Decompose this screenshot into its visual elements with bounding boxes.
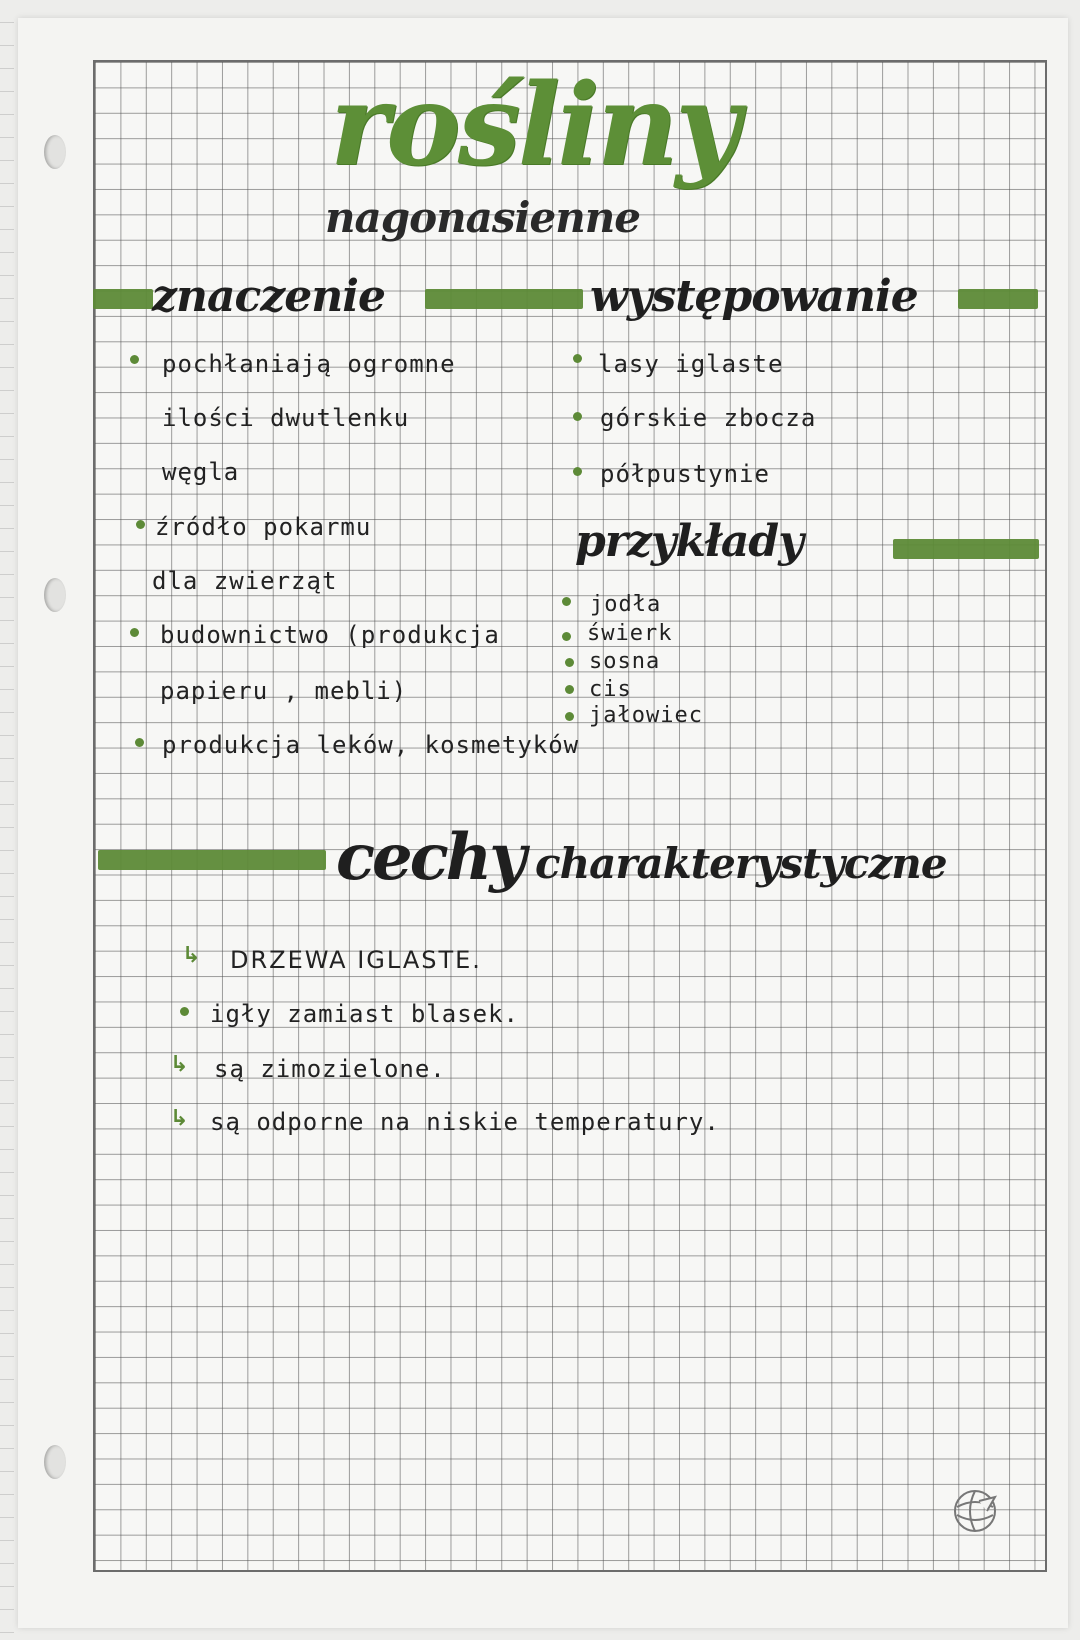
znaczenie-line-2: ilości dwutlenku <box>162 404 410 432</box>
cechy-line-4: są odporne na niskie temperatury. <box>210 1108 720 1136</box>
znaczenie-line-4: źródło pokarmu <box>155 513 372 541</box>
przyklady-item-4: cis <box>589 677 632 702</box>
heading-wystepowanie: występowanie <box>590 271 918 322</box>
curved-arrow-icon: ↳ <box>170 1052 189 1077</box>
binder-edge-ticks <box>0 0 14 1640</box>
heading-band-left <box>93 289 153 309</box>
globe-logo-icon <box>951 1487 999 1535</box>
bullet-icon <box>130 355 139 364</box>
heading-band-right <box>958 289 1038 309</box>
heading-charakterystyczne: charakterystyczne <box>535 839 947 888</box>
bullet-icon <box>562 597 571 606</box>
wystepowanie-item-2: górskie zbocza <box>600 404 817 432</box>
curved-arrow-icon: ↳ <box>170 1106 189 1131</box>
bullet-icon <box>573 467 582 476</box>
page-title: rośliny <box>330 60 738 191</box>
znaczenie-line-6: budownictwo (produkcja <box>160 621 500 649</box>
bullet-icon <box>573 412 582 421</box>
punch-hole-bottom <box>44 1445 66 1479</box>
bullet-icon <box>136 520 145 529</box>
heading-cechy: cechy <box>336 820 524 895</box>
heading-band-cechy <box>98 850 326 870</box>
przyklady-item-3: sosna <box>589 649 661 674</box>
przyklady-item-5: jałowiec <box>589 703 703 728</box>
heading-przyklady: przykłady <box>575 516 803 567</box>
punch-hole-middle <box>44 578 66 612</box>
znaczenie-line-5: dla zwierząt <box>152 567 338 595</box>
bullet-icon <box>565 658 574 667</box>
znaczenie-line-8: produkcja leków, kosmetyków <box>162 731 580 759</box>
przyklady-item-2: świerk <box>587 621 673 646</box>
cechy-line-1: DRZEWA IGLASTE. <box>230 946 482 974</box>
bullet-icon <box>130 628 139 637</box>
curved-arrow-icon: ↳ <box>182 943 201 968</box>
bullet-icon <box>565 712 574 721</box>
bullet-icon <box>573 354 582 363</box>
wystepowanie-item-1: lasy iglaste <box>598 350 784 378</box>
przyklady-item-1: jodła <box>590 592 662 617</box>
wystepowanie-item-3: półpustynie <box>600 460 770 488</box>
znaczenie-line-1: pochłaniają ogromne <box>162 350 456 378</box>
heading-band-przyklady <box>893 539 1039 559</box>
cechy-line-2: igły zamiast blasek. <box>210 1000 519 1028</box>
bullet-icon <box>135 738 144 747</box>
bullet-icon <box>562 632 571 641</box>
bullet-icon <box>565 685 574 694</box>
cechy-line-3: są zimozielone. <box>214 1055 446 1083</box>
page-subtitle: nagonasienne <box>325 193 640 242</box>
heading-band-middle <box>425 289 583 309</box>
punch-hole-top <box>44 135 66 169</box>
heading-znaczenie: znaczenie <box>152 271 385 322</box>
znaczenie-line-7: papieru , mebli) <box>160 677 408 705</box>
znaczenie-line-3: węgla <box>162 458 240 486</box>
bullet-icon <box>180 1007 189 1016</box>
